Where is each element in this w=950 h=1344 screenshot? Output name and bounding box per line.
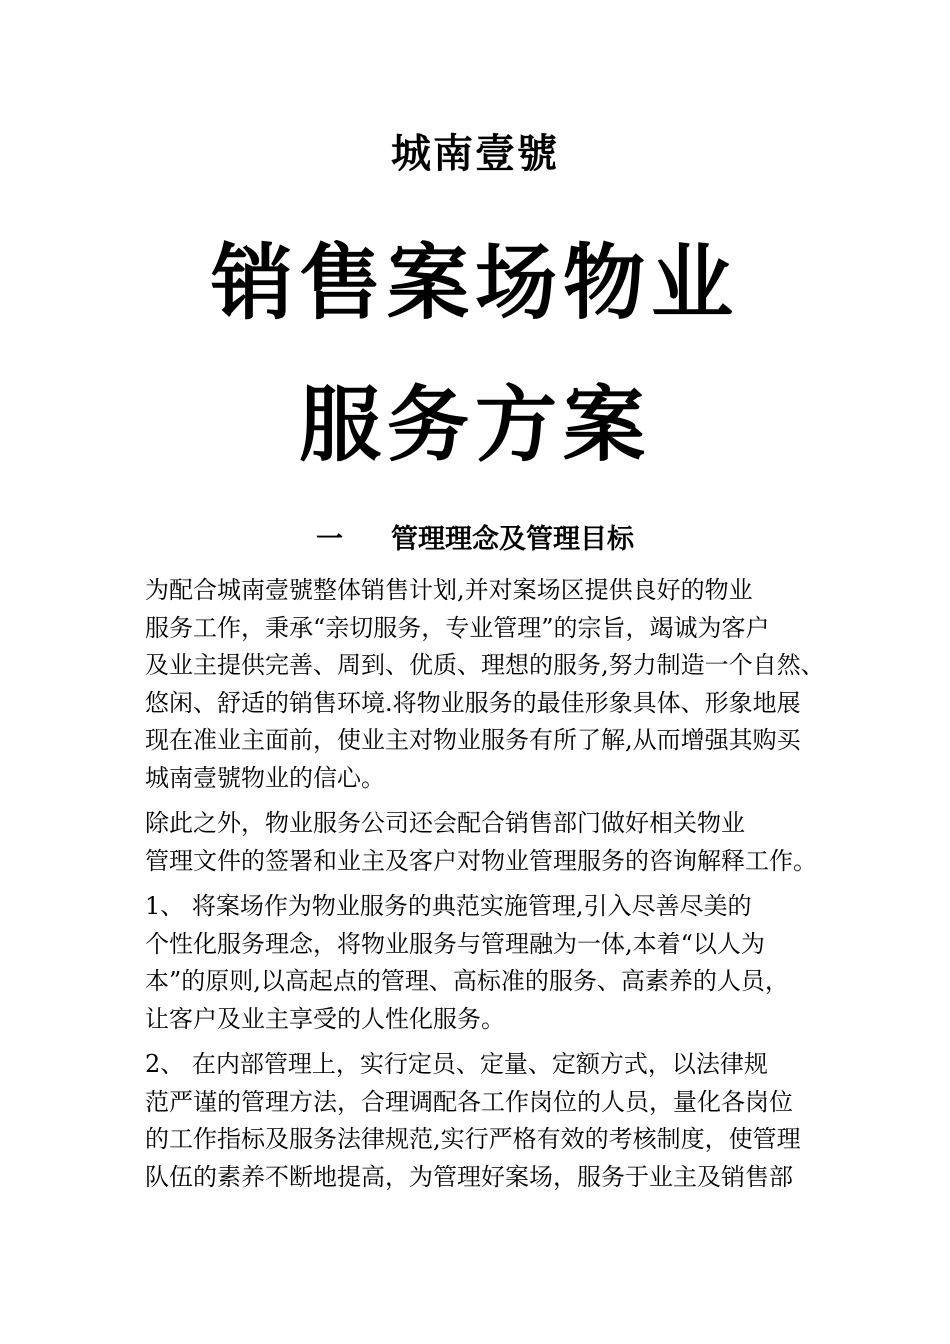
document-title-line-1: 销售案场物业 xyxy=(210,236,739,331)
text-line: 让客户及业主享受的人性化服务。 xyxy=(145,1004,505,1033)
paragraph xyxy=(145,572,825,797)
text-line: 2、 在内部管理上，实行定员、定量、定额方式，以法律规 xyxy=(145,1050,768,1078)
text-line: 服务工作，秉承“亲切服务，专业管理”的宗旨，竭诚为客户 xyxy=(145,613,770,642)
text-line: 管理文件的签署和业主及客户对物业管理服务的咨询解释工作。 xyxy=(145,846,817,875)
section-heading xyxy=(0,520,950,560)
section-number: 一 xyxy=(316,524,343,555)
text-line: 悠闲、舒适的销售环境.将物业服务的最佳形象具体、形象地展 xyxy=(145,688,801,717)
paragraph xyxy=(145,805,817,880)
paragraph-gap xyxy=(145,797,813,805)
document-title-line-2: 服务方案 xyxy=(298,378,651,473)
text-line: 1、 将案场作为物业服务的典范实施管理,引入尽善尽美的 xyxy=(145,892,752,920)
text-line: 个性化服务理念，将物业服务与管理融为一体,本着“以人为 xyxy=(145,929,765,958)
text-line: 为配合城南壹號整体销售计划,并对案场区提供良好的物业 xyxy=(145,576,753,604)
text-line: 本”的原则,以高起点的管理、高标准的服务、高素养的人员， xyxy=(145,967,789,995)
text-line: 现在准业主面前，使业主对物业服务有所了解,从而增强其购买 xyxy=(145,726,801,754)
section-title: 管理理念及管理目标 xyxy=(391,524,634,555)
text-line: 城南壹號物业的信心。 xyxy=(145,763,385,792)
text-line: 除此之外，物业服务公司还会配合销售部门做好相关物业 xyxy=(145,809,745,837)
text-line: 范严谨的管理方法，合理调配各工作岗位的人员，量化各岗位 xyxy=(145,1087,793,1116)
text-line: 队伍的素养不断地提高，为管理好案场，服务于业主及销售部 xyxy=(145,1162,793,1191)
paragraph-gap xyxy=(145,1038,813,1046)
document-subtitle: 城南壹號 xyxy=(391,131,559,177)
paragraph xyxy=(145,888,813,1038)
paragraph xyxy=(145,1046,813,1196)
text-line: 的工作指标及服务法律规范,实行严格有效的考核制度，使管理 xyxy=(145,1125,801,1153)
body-text xyxy=(145,572,825,1196)
text-line: 及业主提供完善、周到、优质、理想的服务,努力制造一个自然、 xyxy=(145,651,825,679)
paragraph-gap xyxy=(145,880,813,888)
